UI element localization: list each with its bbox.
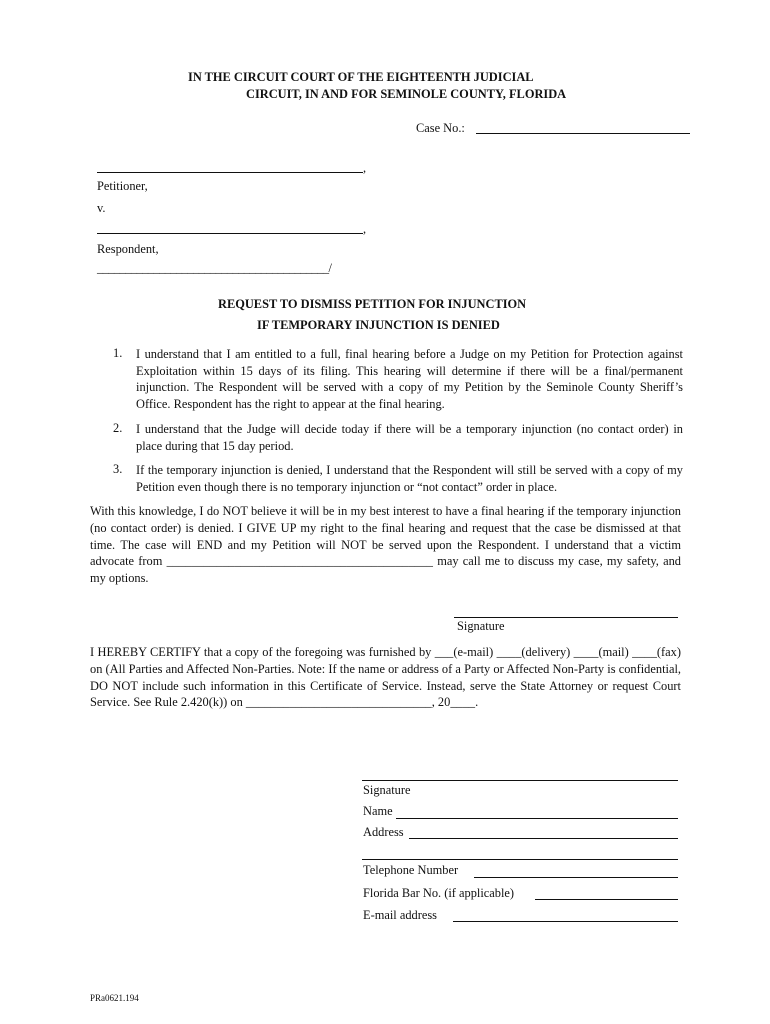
- name-field[interactable]: [396, 818, 678, 819]
- certificate-of-service-paragraph: I HEREBY CERTIFY that a copy of the foregoing was furnished by ___(e-mail) ____(delivery) ____(mail) ____(fax) on (All Parties and Affected Non-Parties. Note: If the name or address of a Party or Affected Non-Party is confidential, DO NOT include such information in this Certificate of Service. Instead, serve the State Attorney or request Court Service. See Rule 2.420(k)) on ______________________________, 20____.: [90, 645, 681, 710]
- court-heading-line1: IN THE CIRCUIT COURT OF THE EIGHTEENTH JUDICIAL: [188, 70, 534, 84]
- item-number: 1.: [113, 346, 123, 360]
- attorney-signature-label: Signature: [363, 783, 411, 797]
- respondent-name-field[interactable]: [97, 233, 363, 234]
- petitioner-name-field[interactable]: [97, 172, 363, 173]
- item-number: 2.: [113, 421, 123, 435]
- email-field[interactable]: [453, 921, 678, 922]
- item-text-service: If the temporary injunction is denied, I understand that the Respondent will still be served with a copy of my Petition even though there is no temporary injunction or “not contact” order in place.: [136, 463, 683, 494]
- petitioner-signature-label: Signature: [457, 619, 505, 633]
- telephone-label: Telephone Number: [363, 863, 459, 877]
- telephone-field[interactable]: [474, 877, 678, 878]
- petitioner-label: Petitioner,: [97, 179, 148, 193]
- address-field[interactable]: [409, 838, 678, 839]
- form-code: PRa0621.194: [90, 993, 139, 1003]
- florida-bar-field[interactable]: [535, 899, 678, 900]
- email-label: E-mail address: [363, 908, 437, 922]
- item-number: 3.: [113, 462, 123, 476]
- case-number-label: Case No.:: [416, 121, 465, 135]
- address-label: Address: [363, 825, 404, 839]
- item-text-hearing: I understand that I am entitled to a full, final hearing before a Judge on my Petition for Protection against Exploitation within 15 days of its filing. This hearing will determine if there will be a final/permanent injunction. The Respondent will be served with a copy of my Petition by the Seminole County Sheriff’s Office. Respondent has the right to appear at the final hearing.: [136, 347, 683, 411]
- waiver-paragraph: With this knowledge, I do NOT believe it will be in my best interest to have a final hearing if the temporary injunction (no contact order) is denied. I GIVE UP my right to the final hearing and request that the case be dismissed at that time. The case will END and my Petition will NOT be served upon the Respondent. I understand that a victim advocate from ___________________________________________ may call me to discuss my case, my safety, and my options.: [90, 504, 681, 586]
- case-number-field[interactable]: [476, 133, 690, 134]
- petitioner-signature-line[interactable]: [454, 617, 678, 618]
- attorney-signature-line[interactable]: [362, 780, 678, 781]
- court-heading-line2: CIRCUIT, IN AND FOR SEMINOLE COUNTY, FLORIDA: [246, 87, 567, 101]
- name-label: Name: [363, 804, 393, 818]
- document-title-line2: IF TEMPORARY INJUNCTION IS DENIED: [257, 318, 500, 332]
- florida-bar-label: Florida Bar No. (if applicable): [363, 886, 515, 900]
- caption-end-line: _________________________________________/: [97, 261, 332, 275]
- respondent-comma: ,: [363, 222, 367, 236]
- address-field-line2[interactable]: [362, 859, 678, 860]
- petitioner-comma: ,: [363, 161, 367, 175]
- respondent-label: Respondent,: [97, 242, 159, 256]
- item-text-temporary-injunction: I understand that the Judge will decide today if there will be a temporary injunction (no contact order) in place during that 15 day period.: [136, 422, 683, 453]
- document-title-line1: REQUEST TO DISMISS PETITION FOR INJUNCTION: [218, 297, 527, 311]
- versus-label: v.: [97, 201, 106, 215]
